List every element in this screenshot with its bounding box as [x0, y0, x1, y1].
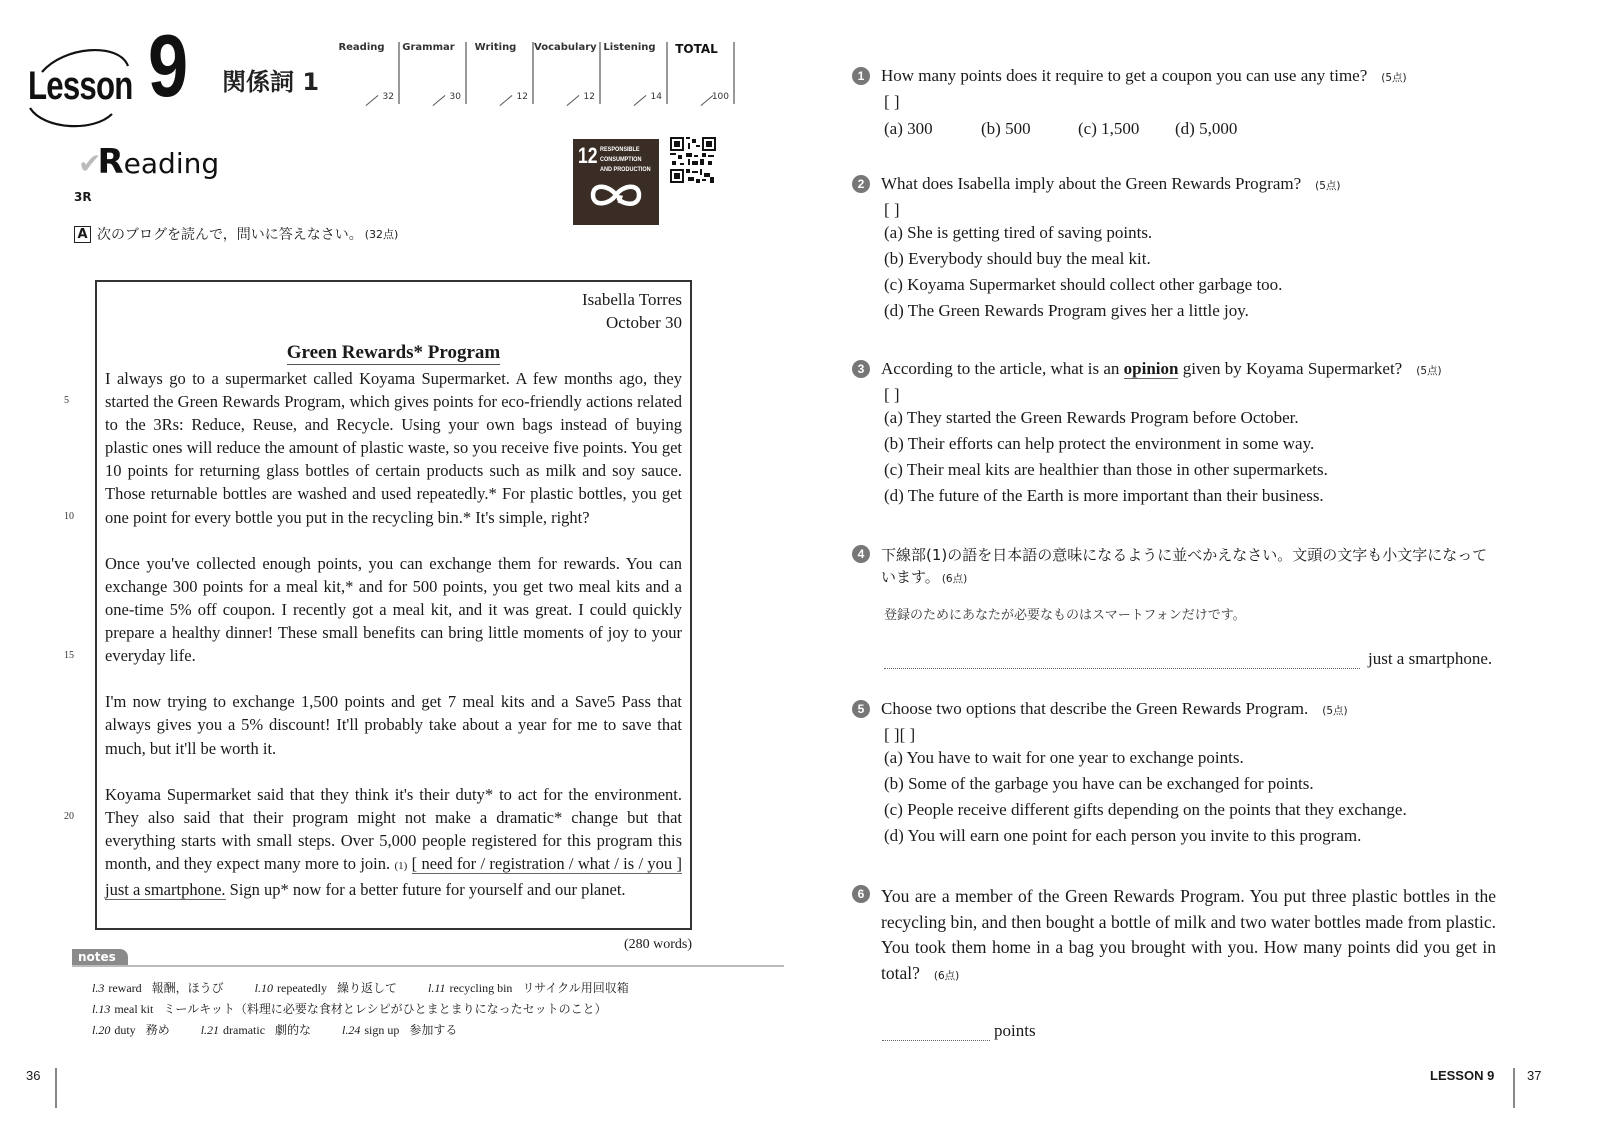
- question-number-badge: 3: [852, 360, 870, 378]
- infinity-icon: [573, 139, 659, 225]
- note-item: l.11 recycling bin リサイクル用回収箱: [428, 981, 629, 995]
- answer-bracket[interactable]: [ ]: [884, 200, 900, 219]
- passage-byline: [582, 288, 682, 334]
- check-icon: ✔: [78, 147, 102, 180]
- instruction-points: (32点): [364, 228, 399, 241]
- score-cell-reading: [333, 42, 400, 104]
- score-label: Writing: [474, 42, 517, 53]
- page-number-right: 37: [1527, 1068, 1542, 1083]
- answer-bracket[interactable]: [ ]: [884, 92, 900, 111]
- option-d[interactable]: (d) The Green Rewards Program gives her a little joy.: [884, 301, 1249, 320]
- word-count: (280 words): [624, 937, 693, 952]
- note-item: l.20 duty 務め: [92, 1023, 170, 1037]
- note-item: l.24 sign up 参加する: [342, 1023, 458, 1037]
- qr-code[interactable]: [670, 137, 716, 183]
- section-title-rest: eading: [123, 147, 220, 180]
- question-number-badge: 6: [852, 885, 870, 903]
- passage-title: Green Rewards* Program: [286, 342, 501, 363]
- answer-line[interactable]: [884, 652, 1360, 669]
- question-text: You are a member of the Green Rewards Program. You put three plastic bottles in the recycling bin, and then bought a bottle of milk and two water bottles made from plastic. You took them home in a bag you brought with you. How many points did you get in total?: [881, 886, 1496, 983]
- question-6: [852, 884, 1496, 1041]
- option-d[interactable]: (d) 5,000: [1175, 119, 1238, 138]
- score-label: Reading: [338, 42, 385, 53]
- option-a[interactable]: (a) She is getting tired of saving points.: [884, 223, 1153, 242]
- option-c[interactable]: (c) Koyama Supermarket should collect other garbage too.: [884, 275, 1283, 294]
- passage-paragraph: Koyama Supermarket said that they think it's their duty* to act for the environment. They also said that their program might not make a dramatic* change but that everything starts with small steps. Over 5,000 people registered for this program this month, and they expect many more to join. (1) [ need for / registration / what / is / you ] just a smartphone. Sign up* now for a better future for yourself and our planet.: [105, 784, 682, 900]
- emphasized-word: opinion: [1123, 359, 1179, 378]
- passage-paragraph: Once you've collected enough points, you can exchange them for rewards. You can exchange 300 points for a meal kit,* and for 500 points, you get two meal kits and a one-time 5% off coupon. I recently got a meal kit, and it was great. I could quickly prepare a healthy dinner! These small benefits can bring little moments of joy to your everyday life.: [105, 553, 682, 666]
- option-b[interactable]: (b) Some of the garbage you have can be exchanged for points.: [884, 774, 1314, 793]
- score-max: 32: [382, 92, 394, 102]
- score-cell-vocabulary: [534, 42, 601, 104]
- notes-header: [72, 949, 784, 967]
- option-d[interactable]: (d) You will earn one point for each person you invite to this program.: [884, 826, 1362, 845]
- sdg-text: RESPONSIBLE CONSUMPTION AND PRODUCTION: [600, 146, 651, 173]
- option-b[interactable]: (b) 500: [981, 119, 1031, 138]
- score-table: [333, 42, 735, 104]
- question-number-badge: 5: [852, 700, 870, 718]
- lesson-logo: [24, 44, 136, 130]
- answer-bracket[interactable]: [ ]: [884, 385, 900, 404]
- question-4: [852, 544, 1502, 669]
- option-a[interactable]: (a) They started the Green Rewards Program before October.: [884, 408, 1299, 427]
- page-number-left: 36: [26, 1068, 41, 1083]
- note-item: l.3 reward 報酬，ほうび: [92, 981, 224, 995]
- question-text: How many points does it require to get a coupon you can use any time?: [881, 66, 1368, 85]
- score-label: TOTAL: [675, 42, 718, 56]
- passage-date: October 30: [605, 313, 682, 332]
- score-max: 12: [516, 92, 528, 102]
- instruction-text: 次のブログを読んで，問いに答えなさい。: [97, 227, 363, 243]
- lesson-word: Lesson: [28, 64, 133, 108]
- passage-paragraph: I'm now trying to exchange 1,500 points and get 7 meal kits and a Save5 Pass that always gives you a 5% discount! It'll probably take about a year for me to save that much, but it'll be worth it.: [105, 692, 682, 758]
- question-points: (5点): [1315, 180, 1341, 192]
- passage-paragraph: I always go to a supermarket called Koyama Supermarket. A few months ago, they started the Green Rewards Program, which gives points for eco-friendly actions related to the 3Rs: Reduce, Reuse, and Recycle. Using your own bags instead of buying plastic ones will reduce the amount of plastic waste, so you receive five points. You get 10 points for returning glass bottles of certain products such as milk and soy sauce. Those returnable bottles are washed and used repeatedly.* For plastic bottles, you get one point for every bottle you put in the recycling bin.* It's simple, right?: [105, 369, 682, 527]
- underlined-phrase: [ need for / registration / what / is / you ] just a smartphone.: [105, 853, 682, 900]
- running-footer: LESSON 9: [1430, 1068, 1495, 1083]
- japanese-hint: 登録のためにあなたが必要なものはスマートフォンだけです。: [884, 608, 1246, 623]
- sdg-12-badge: [573, 139, 659, 225]
- option-b[interactable]: (b) Everybody should buy the meal kit.: [884, 249, 1151, 268]
- notes-row: [92, 999, 657, 1020]
- note-item: l.21 dramatic 劇的な: [200, 1023, 312, 1037]
- section-tag: 3R: [74, 190, 92, 204]
- option-c[interactable]: (c) Their meal kits are healthier than those in other supermarkets.: [884, 460, 1328, 479]
- question-2: [852, 174, 1472, 324]
- blog-passage: [95, 280, 692, 930]
- instruction: [74, 224, 398, 244]
- notes-row: [92, 1020, 657, 1041]
- notes-list: [92, 978, 657, 1041]
- score-label: Listening: [603, 42, 656, 53]
- score-cell-grammar: [400, 42, 467, 104]
- question-text: Choose two options that describe the Green Rewards Program.: [881, 699, 1309, 718]
- section-title-initial: R: [97, 142, 124, 182]
- line-number: 20: [64, 811, 74, 822]
- question-points: (5点): [1322, 705, 1348, 717]
- question-number-badge: 1: [852, 67, 870, 85]
- answer-suffix: points: [994, 1021, 1036, 1040]
- question-text: What does Isabella imply about the Green Rewards Program?: [881, 174, 1302, 193]
- score-max: 100: [711, 92, 729, 102]
- answer-suffix: just a smartphone.: [1368, 649, 1493, 668]
- instruction-letter: A: [74, 226, 91, 243]
- answer-line[interactable]: [882, 1024, 990, 1041]
- question-5: [852, 699, 1492, 849]
- lesson-number: 9: [148, 16, 189, 115]
- option-a[interactable]: (a) You have to wait for one year to exchange points.: [884, 748, 1244, 767]
- question-text: 下線部(1)の語を日本語の意味になるように並べかえなさい。文頭の文字も小文字になっています。: [881, 546, 1488, 586]
- section-title: [78, 142, 219, 182]
- note-item: l.13 meal kit ミールキット（料理に必要な食材とレシピがひとまとまりになったセットのこと）: [92, 1002, 607, 1016]
- option-a[interactable]: (a) 300: [884, 119, 933, 138]
- page-divider: [55, 1068, 57, 1108]
- question-1: [852, 66, 1472, 142]
- notes-tab: notes: [72, 949, 128, 965]
- sdg-number: 12: [578, 143, 598, 168]
- question-number-badge: 4: [852, 545, 870, 563]
- line-number: 15: [64, 650, 74, 661]
- question-points: (6点): [941, 573, 968, 585]
- option-c[interactable]: (c) People receive different gifts depending on the points that they exchange.: [884, 800, 1407, 819]
- score-max: 30: [449, 92, 461, 102]
- score-label: Vocabulary: [534, 42, 597, 53]
- notes-row: [92, 978, 657, 999]
- score-max: 12: [583, 92, 595, 102]
- answer-bracket[interactable]: [ ][ ]: [884, 725, 916, 744]
- passage-author: Isabella Torres: [582, 290, 682, 309]
- question-points: (5点): [1416, 365, 1442, 377]
- score-max: 14: [650, 92, 662, 102]
- question-points: (5点): [1381, 72, 1407, 84]
- page-divider: [1513, 1068, 1515, 1108]
- option-c[interactable]: (c) 1,500: [1078, 119, 1140, 138]
- question-points: (6点): [933, 969, 960, 982]
- question-3: 3 According to the article, what is an opinion given by Koyama Supermarket? (5点) [ ] (a) They started the Green Rewards Program before October. (b) Their efforts can help protect the environment in some way. (c) Their meal kits are healthier than those in other supermarkets. (d) The future of the Earth is more important than their business.: [852, 359, 1492, 509]
- option-d[interactable]: (d) The future of the Earth is more important than their business.: [884, 486, 1324, 505]
- underline-marker: (1): [394, 859, 408, 872]
- score-cell-total: [668, 42, 735, 104]
- question-text: According to the article, what is an: [881, 359, 1124, 378]
- passage-body: [105, 367, 682, 924]
- line-number: 10: [64, 511, 74, 522]
- question-number-badge: 2: [852, 175, 870, 193]
- score-label: Grammar: [402, 42, 455, 53]
- lesson-title: 関係詞 1: [222, 68, 320, 96]
- score-cell-writing: [467, 42, 534, 104]
- score-cell-listening: [601, 42, 668, 104]
- line-number: 5: [64, 395, 69, 406]
- note-item: l.10 repeatedly 繰り返して: [254, 981, 397, 995]
- option-b[interactable]: (b) Their efforts can help protect the environment in some way.: [884, 434, 1315, 453]
